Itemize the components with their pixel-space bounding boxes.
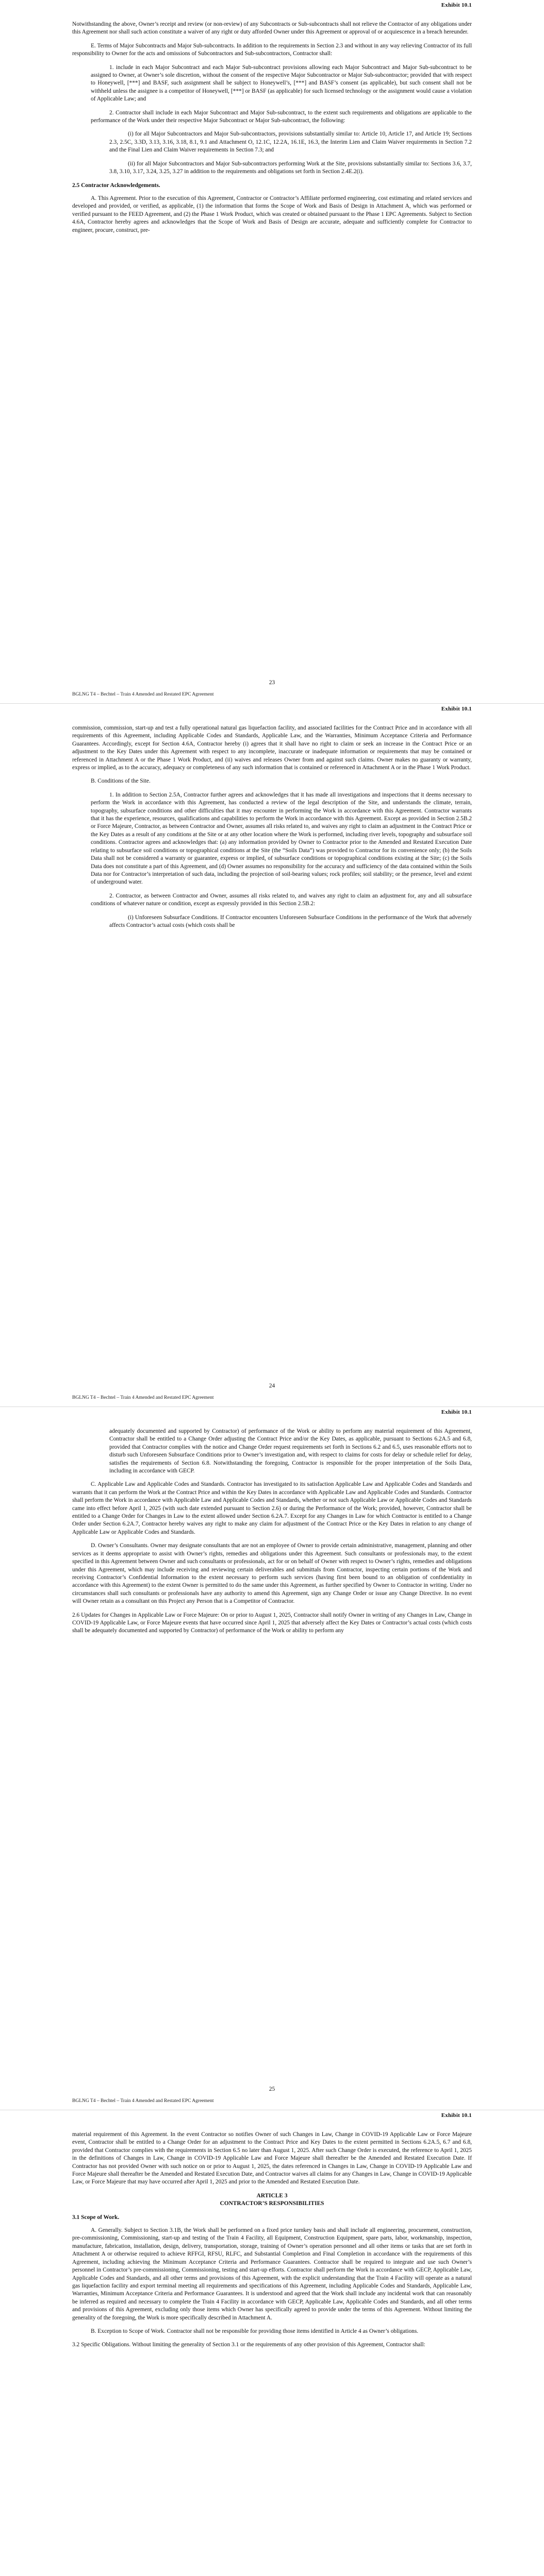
paragraph: material requirement of this Agreement. In the event Contractor so notifies Owner of such Changes in Law, Change in COVID-19 Applicable Law or Force Majeure event, Contractor shall be entitled to a Change Order for an adjustment to the Contract Price and Key Dates to the extent permitted in Sections 6.2A.5, 6.7 and 6.8, provided that Contractor complies with the requirements in Section 6.5 no later than August 1, 2025. After such Change Order is executed, the reference to April 1, 2025 in the definitions of Changes in Law, Change in COVID-19 Applicable Law and Force Majeure shall thereafter be the Amended and Restated Execution Date. If Contractor has not provided Owner with such notice on or prior to August 1, 2025, the dates referenced in Changes in Law, Change in COVID-19 Applicable Law and Force Majeure shall thereafter be the Amended and Restated Execution Date, and Contractor waives all claims for any Changes in Law, Change in COVID-19 Applicable Law, or Force Majeure that may have occurred after April 1, 2025 and prior to the Amended and Restated Execution Date.	[72, 2131, 472, 2185]
paragraph: Notwithstanding the above, Owner’s receipt and review (or non-review) of any Subcontracts or Sub-subcontracts shall not relieve the Contractor of any obligations under this Agreement nor shall such action constitute a waiver of any right or duty afforded Owner under this Agreement or approval of or acquiescence in a breach hereunder.	[72, 21, 472, 36]
article-number: ARTICLE 3	[256, 2192, 288, 2199]
paragraph: 1. In addition to Section 2.5A, Contractor further agrees and acknowledges that it has made all investigations and inspections that it deems necessary to perform the Work in accordance with this Agreement, has conducted a review of the legal description of the Site, and understands the climate, terrain, topography, subsurface conditions and other difficulties that it may encounter in performing the Work in accordance with this Agreement. Contractor warrants that it has the experience, resources, qualifications and capabilities to perform the Work in accordance with this Agreement. Except as provided in Section 2.5B.2 or Force Majeure, Contractor, as between Contractor and Owner, assumes all risks related to, and waives any right to claim an adjustment in the Contract Price or the Key Dates as a result of any conditions at the Site or at any other location where the Work is performed, including river levels, topography and subsurface soil conditions. Contractor agrees and acknowledges that: (a) any information provided by Owner to Contractor prior to the Amended and Restated Execution Date relating to subsurface soil conditions or topographical conditions at the Site (the “Soils Data”) was provided to Contractor for its convenience only; (b) the Soils Data shall not be considered a warranty or guarantee, express or implied, of subsurface conditions or topographical conditions existing at the Site; (c) the Soils Data does not constitute a part of this Agreement, and (d) Owner assumes no responsibility for the accuracy and sufficiency of the data contained within the Soils Data nor for Contractor’s interpretation of such data, including the projection of soil-bearing values; rock profiles; soil stability; or the presence, level and extent of underground water.	[91, 791, 472, 886]
page-footer: BGLNG T4 – Bechtel – Train 4 Amended and Restated EPC Agreement	[72, 692, 214, 697]
page-footer: BGLNG T4 – Bechtel – Train 4 Amended and Restated EPC Agreement	[72, 2098, 214, 2104]
page-body	[72, 21, 472, 240]
page-body	[72, 724, 472, 935]
exhibit-label: Exhibit 10.1	[441, 706, 472, 712]
section-heading: 2.5 Contractor Acknowledgements.	[72, 182, 160, 189]
paragraph: D. Owner’s Consultants. Owner may designate consultants that are not an employee of Owner to provide certain administrative, management, planning and other services as it deems appropriate to assist with Owner’s rights, remedies and obligations under this Agreement. Such consultants or professionals may, to the extent specified in this Agreement between Owner and such consultants or professionals, act for or on behalf of Owner with respect to Owner’s rights, remedies and obligations under this Agreement, which may include receiving and reviewing certain deliverables and submittals from Contractor, inspecting certain portions of the Work and receiving Contractor’s Confidential Information to the extent necessary to perform such services (having first been bound to an obligation of confidentiality in accordance with this Agreement) to the extent Owner is permitted to do the same under this Agreement, as further specified by Owner to Contractor in writing. Under no circumstances shall such consultants or professionals have any authority to amend this Agreement, sign any Change Order or issue any Change Directive. In no event will Owner retain as a consultant on this Project any Person that is a Competitor of Contractor.	[72, 1543, 472, 1605]
document-page-24	[0, 703, 544, 1406]
document-page-23	[0, 0, 544, 703]
paragraph: adequately documented and supported by Contractor) of performance of the Work or ability to perform any material requirement of this Agreement, Contractor shall be entitled to a Change Order adjusting the Contract Price and/or the Key Dates, as applicable, pursuant to Sections 6.2A.5 and 6.8, provided that Contractor complies with the notice and Change Order request requirements set forth in Sections 6.2 and 6.5, uses reasonable efforts not to disturb such Unforeseen Subsurface Conditions prior to Owner’s investigation and, with respect to claims for costs for delay or schedule relief for delay, satisfies the requirements of Section 6.8. Notwithstanding the foregoing, Contractor is responsible for the proper interpretation of the Soils Data, including in accordance with GECP.	[109, 1428, 472, 1475]
document-page-25	[0, 1406, 544, 2110]
document-page-26	[0, 2110, 544, 2576]
paragraph: C. Applicable Law and Applicable Codes and Standards. Contractor has investigated to its satisfaction Applicable Law and Applicable Codes and Standards and warrants that it can perform the Work at the Contract Price and within the Key Dates in accordance with Applicable Law and Applicable Codes and Standards. Contractor shall perform the Work in accordance with Applicable Law and Applicable Codes and Standards, whether or not such Applicable Law or Applicable Codes and Standards came into effect before April 1, 2025 (with such date extended pursuant to Section 2.6) or during the Performance of the Work; provided, however, Contractor shall be entitled to a Change Order for Changes in Law to the extent allowed under Section 6.2A.7. Except for any Changes in Law for which Contractor is entitled to a Change Order under Section 6.2A.7, Contractor hereby waives any right to make any claim for adjustment of the Contract Price or the Key Dates in relation to any change of Applicable Law or Applicable Codes and Standards.	[72, 1481, 472, 1535]
paragraph: 2. Contractor shall include in each Major Subcontract and Major Sub-subcontract, to the extent such requirements and obligations are applicable to the performance of the Work under their respective Major Subcontract or Major Sub-subcontract, the following:	[91, 109, 472, 124]
paragraph: (i) Unforeseen Subsurface Conditions. If Contractor encounters Unforeseen Subsurface Conditions in the performance of the Work that adversely affects Contractor’s actual costs (which costs shall be	[109, 914, 472, 928]
paragraph: E. Terms of Major Subcontracts and Major Sub-subcontracts. In addition to the requirements in Section 2.3 and without in any way relieving Contractor of its full responsibility to Owner for the acts and omissions of Subcontractors and Sub-subcontractors, Contractor shall:	[72, 42, 472, 57]
page-footer: BGLNG T4 – Bechtel – Train 4 Amended and Restated EPC Agreement	[72, 1395, 214, 1400]
page-number: 25	[269, 2086, 275, 2092]
paragraph: 1. include in each Major Subcontract and each Major Sub-subcontract provisions allowing each Major Subcontract and Major Sub-subcontract to be assigned to Owner, at Owner’s sole discretion, without the consent of the respective Major Subcontractor or Major Sub-subcontractor; provided that with respect to Honeywell, [***] and BASF, such assignment shall be subject to Honeywell’s, [***] and BASF’s consent (as applicable), but such consent shall not be withheld unless the assignee is a competitor of Honeywell, [***] or BASF (as applicable) for such licensed technology or the assignment would cause a violation of Applicable Law; and	[91, 64, 472, 103]
paragraph: 3.2 Specific Obligations. Without limiting the generality of Section 3.1 or the requirements of any other provision of this Agreement, Contractor shall:	[72, 2342, 425, 2348]
exhibit-label: Exhibit 10.1	[441, 1409, 472, 1415]
paragraph: (i) for all Major Subcontractors and Major Sub-subcontractors, provisions substantially similar to: Article 10, Article 17, and Article 19; Sections 2.3, 2.5C, 3.3D, 3.13, 3.16, 3.18, 8.1, 9.1 and Attachment O, 12.1C, 12.2A, 16.1E, 16.3, the Interim Lien and Claim Waiver requirements in Section 7.2 and the Final Lien and Claim Waiver requirements in Section 7.3; and	[109, 131, 472, 154]
page-body	[72, 1428, 472, 1641]
paragraph: A. This Agreement. Prior to the execution of this Agreement, Contractor or Contractor’s Affiliate performed engineering, cost estimating and related services and developed and provided, or verified, as applicable, (1) the information that forms the Scope of Work and Basis of Design in Attachment A, which was performed or verified pursuant to the FEED Agreement, and (2) the Phase 1 Work Product, which was created or obtained pursuant to the Phase 1 EPC Agreements. Subject to Section 4.6A, Contractor hereby agrees and acknowledges that the Scope of Work and Basis of Design are accurate, adequate and sufficiently complete for Contractor to engineer, procure, construct, pre-	[72, 195, 472, 233]
paragraph: 2.6 Updates for Changes in Applicable Law or Force Majeure: On or prior to August 1, 2025, Contractor shall notify Owner in writing of any Changes in Law, Change in COVID-19 Applicable Law, or Force Majeure events that have occurred since April 1, 2025 that adversely affect the Key Dates or Contractor’s actual costs (which costs shall be adequately documented and supported by Contractor) of performance of the Work or ability to perform any	[72, 1612, 472, 1634]
subsection-heading: B. Conditions of the Site.	[91, 778, 151, 785]
paragraph: 2. Contractor, as between Contractor and Owner, assumes all risks related to, and waives any right to claim an adjustment for, any and all subsurface conditions of whatever nature or condition, except as expressly provided in this Section 2.5B.2:	[91, 892, 472, 907]
paragraph: commission, commission, start-up and test a fully operational natural gas liquefaction facility, and associated facilities for the Contract Price and in accordance with all requirements of this Agreement, including Applicable Codes and Standards, Applicable Law, and the Warranties, Minimum Acceptance Criteria and Performance Guarantees. Accordingly, except for Section 4.6A, Contractor hereby (i) agrees that it shall have no right to claim or seek an increase in the Contract Price or an adjustment to the Key Dates under this Agreement with respect to any incomplete, inaccurate or inadequate information or requirements that may be contained or referenced in Attachment A or the Phase 1 Work Product, and (ii) waives and releases Owner from and against such claims. Owner makes no guaranty or warranty, express or implied, as to the accuracy, adequacy or completeness of any such information that is contained or referenced in Attachment A or in the Phase 1 Work Product.	[72, 725, 472, 771]
paragraph: B. Exception to Scope of Work. Contractor shall not be responsible for providing those items identified in Article 4 as Owner’s obligations.	[91, 2328, 419, 2334]
exhibit-label: Exhibit 10.1	[441, 2112, 472, 2119]
exhibit-label: Exhibit 10.1	[441, 2, 472, 8]
paragraph: A. Generally. Subject to Section 3.1B, the Work shall be performed on a fixed price turnkey basis and shall include all engineering, procurement, construction, pre-commissioning, Commissioning, start-up and testing of the Train 4 Facility, all Equipment, Construction Equipment, spare parts, labor, workmanship, inspection, manufacture, fabrication, installation, design, delivery, transportation, storage, training of Owner’s operation personnel and all other items or tasks that are set forth in Attachment A or otherwise required to achieve RFFGI, RFSU, RLFC, and Substantial Completion and Final Completion in accordance with the requirements of this Agreement, including achieving the Minimum Acceptance Criteria and Performance Guarantees. Contractor shall be required to integrate and use such Owner’s personnel in Contractor’s pre-commissioning, Commissioning, testing and start-up efforts. Contractor shall perform the Work in accordance with GECP, Applicable Law, Applicable Codes and Standards, and all other terms and provisions of this Agreement, with the explicit understanding that the Train 4 Facility will operate as a natural gas liquefaction facility and export terminal meeting all requirements and specifications of this Agreement, including Applicable Codes and Standards, Applicable Law, Warranties, Minimum Acceptance Criteria and Performance Guarantees. It is understood and agreed that the Work shall include any incidental work that can reasonably be inferred as required and necessary to complete the Train 4 Facility in accordance with GECP, Applicable Law, Applicable Codes and Standards, and all other terms and provisions of this Agreement, excluding only those items which Owner has specifically agreed to provide under the terms of this Agreement. Without limiting the generality of the foregoing, the Work is more specifically described in Attachment A.	[72, 2227, 472, 2321]
article-title: CONTRACTOR’S RESPONSIBILITIES	[220, 2200, 324, 2207]
section-heading: 3.1 Scope of Work.	[72, 2214, 120, 2221]
paragraph: (ii) for all Major Subcontractors and Major Sub-subcontractors performing Work at the Site, provisions substantially similar to: Sections 3.6, 3.7, 3.8, 3.10, 3.17, 3.24, 3.25, 3.27 in addition to the requirements and obligations set forth in Section 2.4E.2(i).	[109, 160, 472, 175]
article-heading	[72, 2192, 472, 2208]
page-number: 23	[269, 680, 275, 686]
page-number: 24	[269, 1383, 275, 1389]
page-body	[72, 2131, 472, 2355]
